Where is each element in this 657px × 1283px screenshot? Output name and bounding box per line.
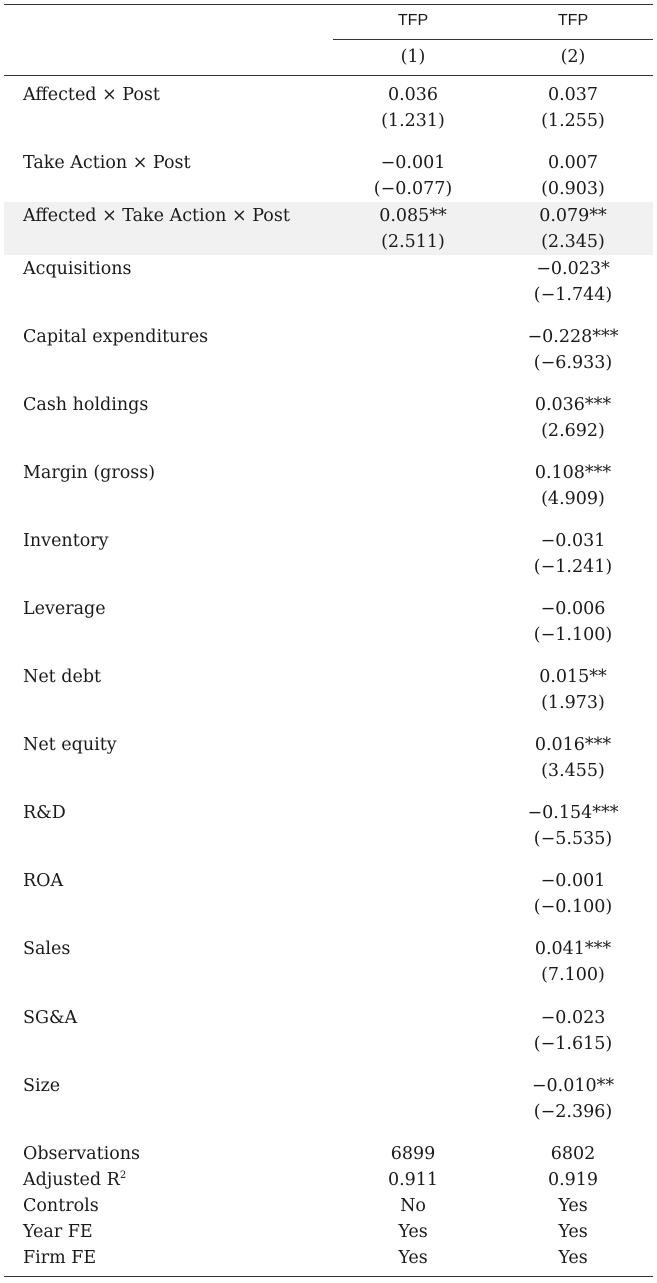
row-label: Take Action × Post — [23, 153, 191, 173]
column-2-number: (2) — [560, 47, 586, 67]
row-label: ROA — [23, 871, 64, 891]
stat-value-col1: 0.911 — [387, 1170, 439, 1190]
stat-value-col1: No — [400, 1196, 426, 1216]
stat-value-col2: Yes — [558, 1248, 588, 1268]
t-stat-col2: (0.903) — [541, 179, 605, 199]
stat-value-col1: 6899 — [390, 1144, 436, 1164]
t-stat-col2: (−2.396) — [533, 1102, 613, 1122]
row-label: Acquisitions — [23, 259, 132, 279]
row-label: R&D — [23, 803, 66, 823]
coefficient-col2: 0.037 — [547, 85, 599, 105]
coefficient-col2: 0.036*** — [534, 395, 612, 415]
t-stat-col2: (−5.535) — [533, 829, 613, 849]
coefficient-col2: 0.016*** — [534, 735, 612, 755]
row-label: Affected × Take Action × Post — [23, 206, 290, 226]
coefficient-col2: 0.041*** — [534, 939, 612, 959]
stat-label: Controls — [23, 1196, 99, 1216]
coefficient-col2: −0.023 — [540, 1008, 606, 1028]
stat-label — [23, 1169, 126, 1191]
t-stat-col2: (−6.933) — [533, 353, 613, 373]
row-label: Capital expenditures — [23, 327, 209, 347]
coefficient-col2: 0.079** — [539, 206, 607, 226]
stat-value-col1: Yes — [398, 1248, 428, 1268]
row-label: Size — [23, 1076, 61, 1096]
t-stat-col2: (1.255) — [541, 111, 605, 131]
row-label: Inventory — [23, 531, 109, 551]
stat-label: Year FE — [23, 1222, 93, 1242]
t-stat-col2: (−1.615) — [533, 1034, 613, 1054]
row-label: Net equity — [23, 735, 117, 755]
stat-value-col1: Yes — [398, 1222, 428, 1242]
stat-label-text: Adjusted R — [23, 1170, 120, 1190]
coefficient-col2: −0.001 — [540, 871, 606, 891]
coefficient-col2: −0.023* — [536, 259, 610, 279]
t-stat-col2: (−1.100) — [533, 625, 613, 645]
t-stat-col2: (−0.100) — [533, 897, 613, 917]
t-stat-col2: (3.455) — [541, 761, 605, 781]
t-stat-col2: (7.100) — [541, 965, 605, 985]
stat-value-col2: 6802 — [550, 1144, 596, 1164]
row-label: SG&A — [23, 1008, 78, 1028]
t-stat-col1: (−0.077) — [373, 179, 453, 199]
stat-value-col2: Yes — [558, 1222, 588, 1242]
row-label: Affected × Post — [23, 85, 160, 105]
top-rule — [4, 4, 653, 5]
coefficient-col2: −0.031 — [540, 531, 606, 551]
t-stat-col2: (−1.241) — [533, 557, 613, 577]
stat-value-col2: Yes — [558, 1196, 588, 1216]
coefficient-col1: 0.085** — [379, 206, 447, 226]
t-stat-col2: (1.973) — [541, 693, 605, 713]
header-bottom-rule — [4, 75, 653, 76]
t-stat-col1: (2.511) — [381, 232, 445, 252]
t-stat-col2: (4.909) — [541, 489, 605, 509]
row-label: Sales — [23, 939, 71, 959]
row-label: Margin (gross) — [23, 463, 156, 483]
coefficient-col1: 0.036 — [387, 85, 439, 105]
coefficient-col1: −0.001 — [380, 153, 446, 173]
stat-value-col2: 0.919 — [547, 1170, 599, 1190]
coefficient-col2: 0.007 — [547, 153, 599, 173]
t-stat-col1: (1.231) — [381, 111, 445, 131]
column-1-number: (1) — [400, 47, 426, 67]
bottom-rule — [4, 1276, 653, 1277]
t-stat-col2: (2.345) — [541, 232, 605, 252]
stat-label: Firm FE — [23, 1248, 97, 1268]
column-2-title: TFP — [557, 12, 589, 29]
coefficient-col2: 0.108*** — [534, 463, 612, 483]
stat-label: Observations — [23, 1144, 140, 1164]
superscript: 2 — [119, 1170, 127, 1181]
row-label: Net debt — [23, 667, 102, 687]
row-label: Cash holdings — [23, 395, 149, 415]
column-header-rule — [333, 39, 653, 40]
t-stat-col2: (−1.744) — [533, 285, 613, 305]
coefficient-col2: −0.010** — [531, 1076, 615, 1096]
coefficient-col2: −0.228*** — [527, 327, 619, 347]
column-1-title: TFP — [397, 12, 429, 29]
row-label: Leverage — [23, 599, 106, 619]
t-stat-col2: (2.692) — [541, 421, 605, 441]
coefficient-col2: −0.154*** — [527, 803, 619, 823]
coefficient-col2: 0.015** — [539, 667, 607, 687]
coefficient-col2: −0.006 — [540, 599, 606, 619]
